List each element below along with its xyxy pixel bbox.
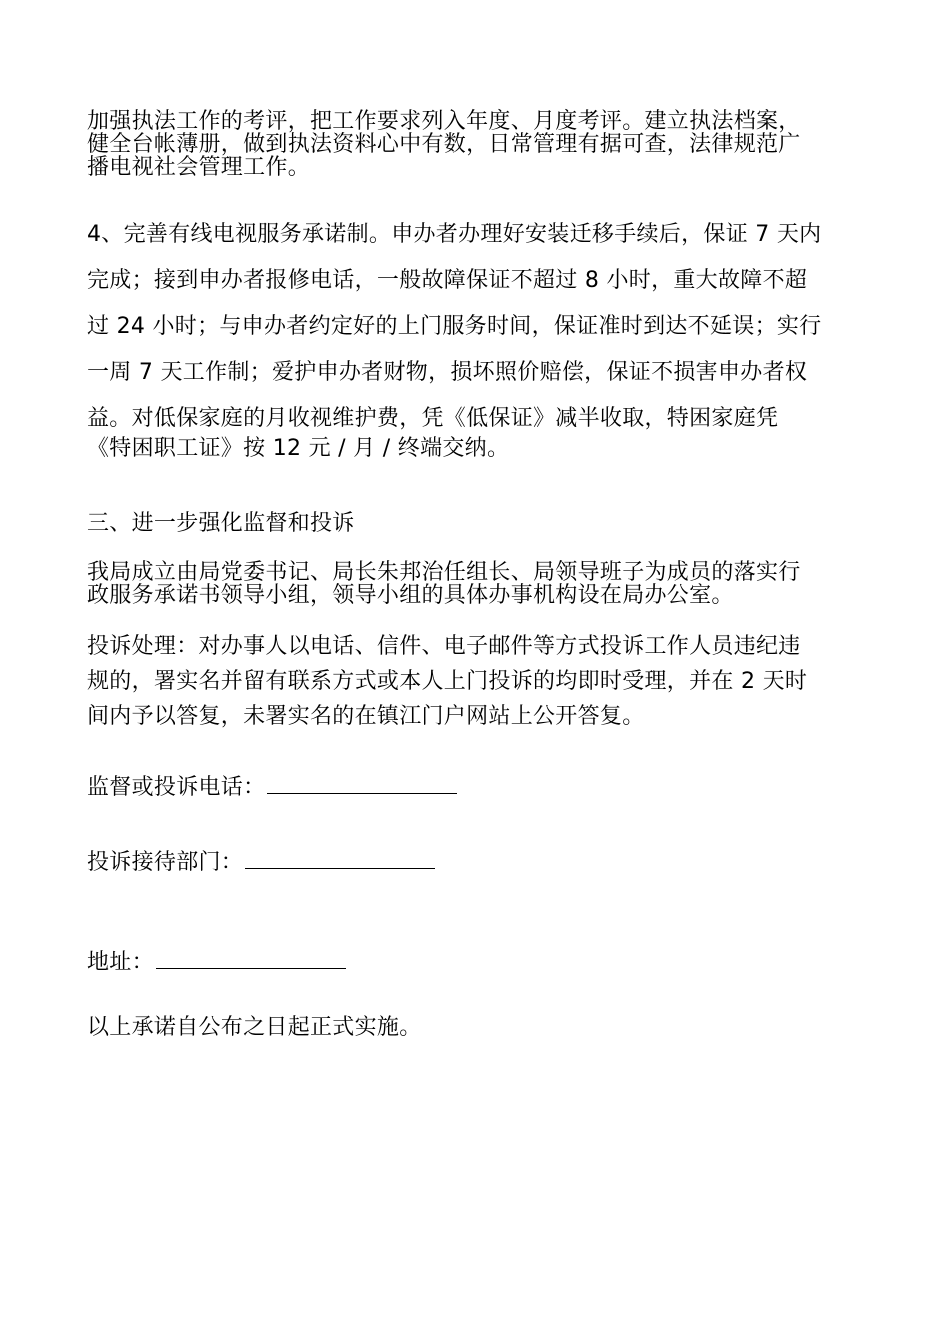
- paragraph-cable-tv-service-commitment: [87, 220, 867, 464]
- paragraph-complaint-handling: [87, 632, 867, 737]
- text-line: 《特困职工证》按 12 元 / 月 / 终端交纳。: [87, 436, 510, 461]
- text-line: 健全台帐薄册，做到执法资料心中有数，日常管理有据可查，法律规范广: [87, 132, 801, 157]
- text-line: 过 24 小时；与申办者约定好的上门服务时间，保证准时到达不延误；实行: [87, 314, 822, 339]
- text-line: 投诉处理：对办事人以电话、信件、电子邮件等方式投诉工作人员违纪违: [87, 634, 801, 659]
- text-line: 播电视社会管理工作。: [87, 155, 311, 180]
- paragraph-enforcement-review: [87, 110, 867, 179]
- text-line: 一周 7 天工作制；爱护申办者财物，损坏照价赔偿，保证不损害申办者权: [87, 360, 808, 385]
- address-field-row: [87, 945, 867, 976]
- text-line: 间内予以答复，未署实名的在镇江门户网站上公开答复。: [87, 704, 645, 729]
- closing-statement: 以上承诺自公布之日起正式实施。: [87, 1015, 422, 1040]
- text-line: 政服务承诺书领导小组，领导小组的具体办事机构设在局办公室。: [87, 583, 734, 608]
- phone-blank-line: [267, 773, 457, 794]
- phone-label: 监督或投诉电话：: [87, 775, 266, 800]
- dept-field-row: [87, 845, 867, 876]
- text-line: 规的，署实名并留有联系方式或本人上门投诉的均即时受理，并在 2 天时: [87, 669, 808, 694]
- text-line: 益。对低保家庭的月收视维护费，凭《低保证》减半收取，特困家庭凭: [87, 406, 779, 431]
- dept-blank-line: [245, 848, 435, 869]
- text-line: 完成；接到申办者报修电话，一般故障保证不超过 8 小时，重大故障不超: [87, 268, 808, 293]
- address-blank-line: [156, 948, 346, 969]
- phone-field-row: [87, 770, 867, 801]
- paragraph-leadership-group: [87, 561, 867, 607]
- address-label: 地址：: [87, 950, 154, 975]
- text-line: 4、完善有线电视服务承诺制。申办者办理好安装迁移手续后，保证 7 天内: [87, 222, 822, 247]
- section-heading: 三、进一步强化监督和投诉: [87, 511, 355, 536]
- dept-label: 投诉接待部门：: [87, 850, 244, 875]
- text-line: 我局成立由局党委书记、局长朱邦治任组长、局领导班子为成员的落实行: [87, 560, 801, 585]
- text-line: 加强执法工作的考评，把工作要求列入年度、月度考评。建立执法档案，: [87, 109, 801, 134]
